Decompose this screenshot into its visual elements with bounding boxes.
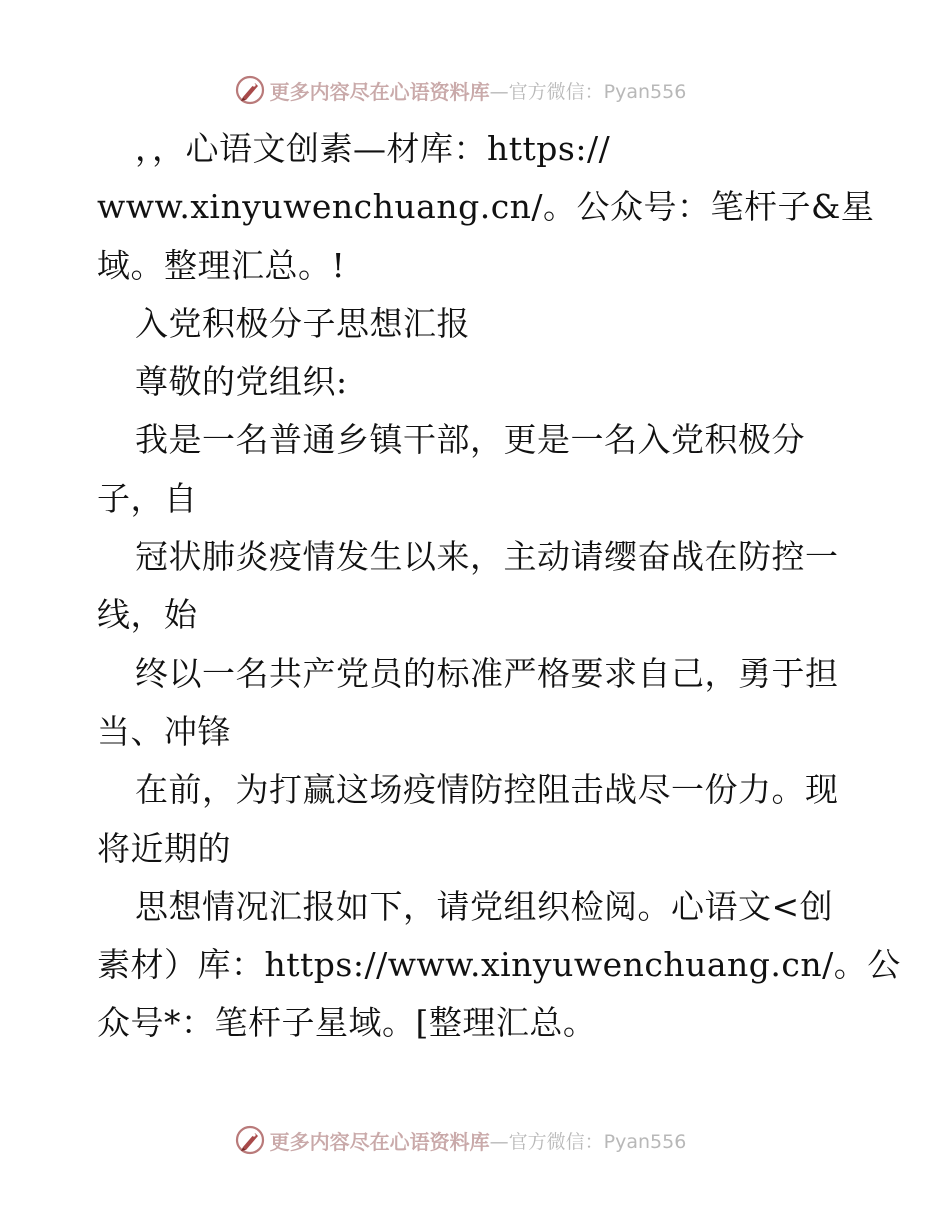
text-line: ，，心语文创素—材库：https:// xyxy=(135,129,611,168)
text-line: 思想情况汇报如下，请党组织检阅。心语文<创 xyxy=(135,886,834,926)
text-line: 线，始 xyxy=(97,595,198,635)
salutation: 尊敬的党组织: xyxy=(135,362,348,402)
watermark-sub-text: —官方微信：Pyan556 xyxy=(489,80,687,103)
text-line: 冠状肺炎疫情发生以来，主动请缨奋战在防控一 xyxy=(135,537,839,577)
text-line: 终以一名共产党员的标准严格要求自己，勇于担 xyxy=(135,653,839,693)
watermark-sub-text: —官方微信：Pyan556 xyxy=(489,1130,687,1153)
pen-nib-logo-icon xyxy=(234,74,266,106)
text-line: 当、冲锋 xyxy=(97,711,231,751)
header-watermark-banner xyxy=(0,70,950,110)
footer-watermark-banner xyxy=(0,1120,950,1160)
text-line: 子，自 xyxy=(97,478,198,518)
pen-nib-logo-icon xyxy=(234,1124,266,1156)
text-line: www.xinyuwenchuang.cn/。公众号：笔杆子&星 xyxy=(97,187,875,227)
text-line: 在前，为打赢这场疫情防控阻击战尽一份力。现 xyxy=(135,770,839,810)
document-body xyxy=(97,120,901,1053)
text-line: 将近期的 xyxy=(97,828,231,868)
text-line: 我是一名普通乡镇干部，更是一名入党积极分 xyxy=(135,420,805,460)
watermark-main-text: 更多内容尽在心语资料库 xyxy=(269,1129,490,1154)
watermark-main-text: 更多内容尽在心语资料库 xyxy=(269,79,490,104)
text-line: 域。整理汇总。! xyxy=(97,245,346,285)
text-line: 众号*：笔杆子星域。[整理汇总。 xyxy=(97,1003,597,1043)
document-title: 入党积极分子思想汇报 xyxy=(135,303,470,343)
text-line: 素材）库：https://www.xinyuwenchuang.cn/。公 xyxy=(97,945,901,985)
